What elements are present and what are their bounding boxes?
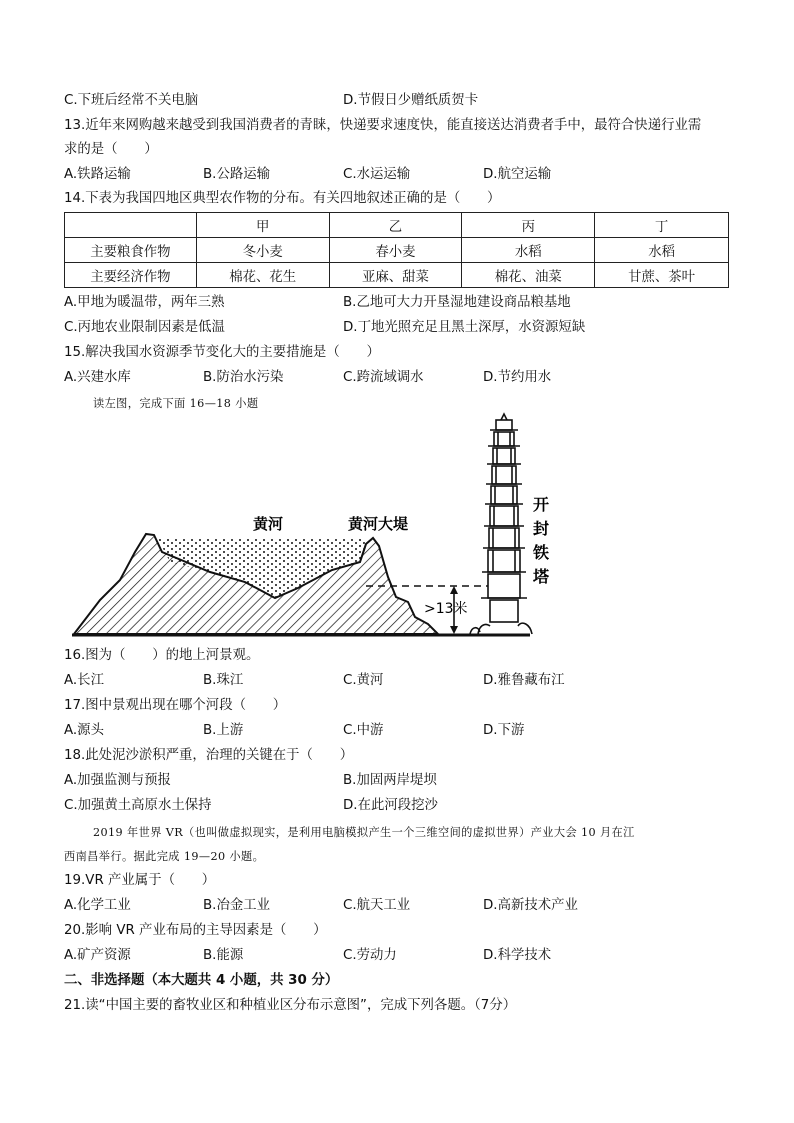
- label-height: >13米: [424, 601, 468, 617]
- table-row: [65, 238, 729, 263]
- figure-intro: 读左图，完成下面 16—18 小题: [93, 397, 259, 410]
- tower-label-char: 封: [533, 519, 550, 538]
- q15-option-c: C.跨流域调水: [343, 370, 424, 385]
- q12-option-d: D.节假日少赠纸质贺卡: [343, 93, 479, 108]
- table-cell: 春小麦: [329, 238, 462, 263]
- q18-option-d: D.在此河段挖沙: [343, 798, 438, 813]
- q21-stem: 21.读“中国主要的畜牧业区和种植业区分布示意图”，完成下列各题。（7分）: [64, 998, 517, 1013]
- q18-option-a: A.加强监测与预报: [64, 773, 171, 788]
- q16-option-d: D.雅鲁藏布江: [483, 673, 565, 688]
- q19-option-c: C.航天工业: [343, 898, 411, 913]
- q13-option-d: D.航空运输: [483, 167, 552, 182]
- table-cell: 主要经济作物: [65, 263, 197, 288]
- above-ground-river-figure: [70, 412, 550, 642]
- table-header-cell: 甲: [196, 213, 329, 238]
- q19-option-b: B.冶金工业: [203, 898, 271, 913]
- q13-stem-line1: 13.近年来网购越来越受到我国消费者的青睐，快递要求速度快，能直接送达消费者手中，最符合快递行业需: [64, 118, 702, 133]
- q15-option-a: A.兴建水库: [64, 370, 131, 385]
- q13-option-b: B.公路运输: [203, 167, 271, 182]
- q14-stem: 14.下表为我国四地区典型农作物的分布。有关四地叙述正确的是（ ）: [64, 191, 501, 206]
- q13-option-c: C.水运运输: [343, 167, 411, 182]
- table-cell: 亚麻、甜菜: [329, 263, 462, 288]
- table-cell: 甘蔗、茶叶: [595, 263, 729, 288]
- table-header-cell: [65, 213, 197, 238]
- q12-option-c: C.下班后经常不关电脑: [64, 93, 199, 108]
- q17-option-c: C.中游: [343, 723, 384, 738]
- q16-option-c: C.黄河: [343, 673, 384, 688]
- q14-option-b: B.乙地可大力开垦湿地建设商品粮基地: [343, 295, 571, 310]
- table-cell: 棉花、油菜: [462, 263, 595, 288]
- q14-option-d: D.丁地光照充足且黑土深厚，水资源短缺: [343, 320, 586, 335]
- q17-stem: 17.图中景观出现在哪个河段（ ）: [64, 698, 287, 713]
- table-header-cell: 乙: [329, 213, 462, 238]
- q17-option-a: A.源头: [64, 723, 104, 738]
- table-cell: 冬小麦: [196, 238, 329, 263]
- q13-stem-line2: 求的是（ ）: [64, 142, 158, 157]
- table-cell: 水稻: [595, 238, 729, 263]
- q20-option-c: C.劳动力: [343, 948, 397, 963]
- q18-option-b: B.加固两岸堤坝: [343, 773, 437, 788]
- vr-intro-line2: 西南昌举行。据此完成 19—20 小题。: [64, 850, 265, 863]
- q13-option-a: A.铁路运输: [64, 167, 131, 182]
- q18-stem: 18.此处泥沙淤积严重，治理的关键在于（ ）: [64, 748, 354, 763]
- q14-option-a: A.甲地为暖温带，两年三熟: [64, 295, 225, 310]
- q20-option-d: D.科学技术: [483, 948, 552, 963]
- table-row: [65, 263, 729, 288]
- q20-option-a: A.矿产资源: [64, 948, 131, 963]
- label-dike: 黄河大堤: [348, 515, 409, 533]
- table-header-cell: 丙: [462, 213, 595, 238]
- vr-intro-line1: 2019 年世界 VR（也叫做虚拟现实，是利用电脑模拟产生一个三维空间的虚拟世界）产业大会 10 月在江: [93, 826, 635, 839]
- q19-option-a: A.化学工业: [64, 898, 131, 913]
- q16-stem: 16.图为（ ）的地上河景观。: [64, 648, 260, 663]
- q20-stem: 20.影响 VR 产业布局的主导因素是（ ）: [64, 923, 327, 938]
- table-header-row: [65, 213, 729, 238]
- q19-option-d: D.高新技术产业: [483, 898, 578, 913]
- q14-option-c: C.丙地农业限制因素是低温: [64, 320, 225, 335]
- q17-option-b: B.上游: [203, 723, 244, 738]
- q19-stem: 19.VR 产业属于（ ）: [64, 873, 216, 888]
- q15-option-b: B.防治水污染: [203, 370, 284, 385]
- table-header-cell: 丁: [595, 213, 729, 238]
- q18-option-c: C.加强黄土高原水土保持: [64, 798, 212, 813]
- tower-label-char: 塔: [533, 567, 550, 586]
- section-title: 二、非选择题（本大题共 4 小题，共 30 分）: [64, 973, 339, 988]
- iron-tower-icon: [470, 414, 532, 634]
- q16-option-a: A.长江: [64, 673, 104, 688]
- q20-option-b: B.能源: [203, 948, 244, 963]
- tower-label-char: 铁: [533, 543, 550, 562]
- table-cell: 主要粮食作物: [65, 238, 197, 263]
- tower-label-char: 开: [533, 495, 550, 514]
- table-cell: 棉花、花生: [196, 263, 329, 288]
- q16-option-b: B.珠江: [203, 673, 244, 688]
- q15-option-d: D.节约用水: [483, 370, 552, 385]
- q15-stem: 15.解决我国水资源季节变化大的主要措施是（ ）: [64, 345, 380, 360]
- label-river: 黄河: [253, 515, 284, 533]
- q17-option-d: D.下游: [483, 723, 525, 738]
- table-cell: 水稻: [462, 238, 595, 263]
- crop-distribution-table: [64, 212, 729, 288]
